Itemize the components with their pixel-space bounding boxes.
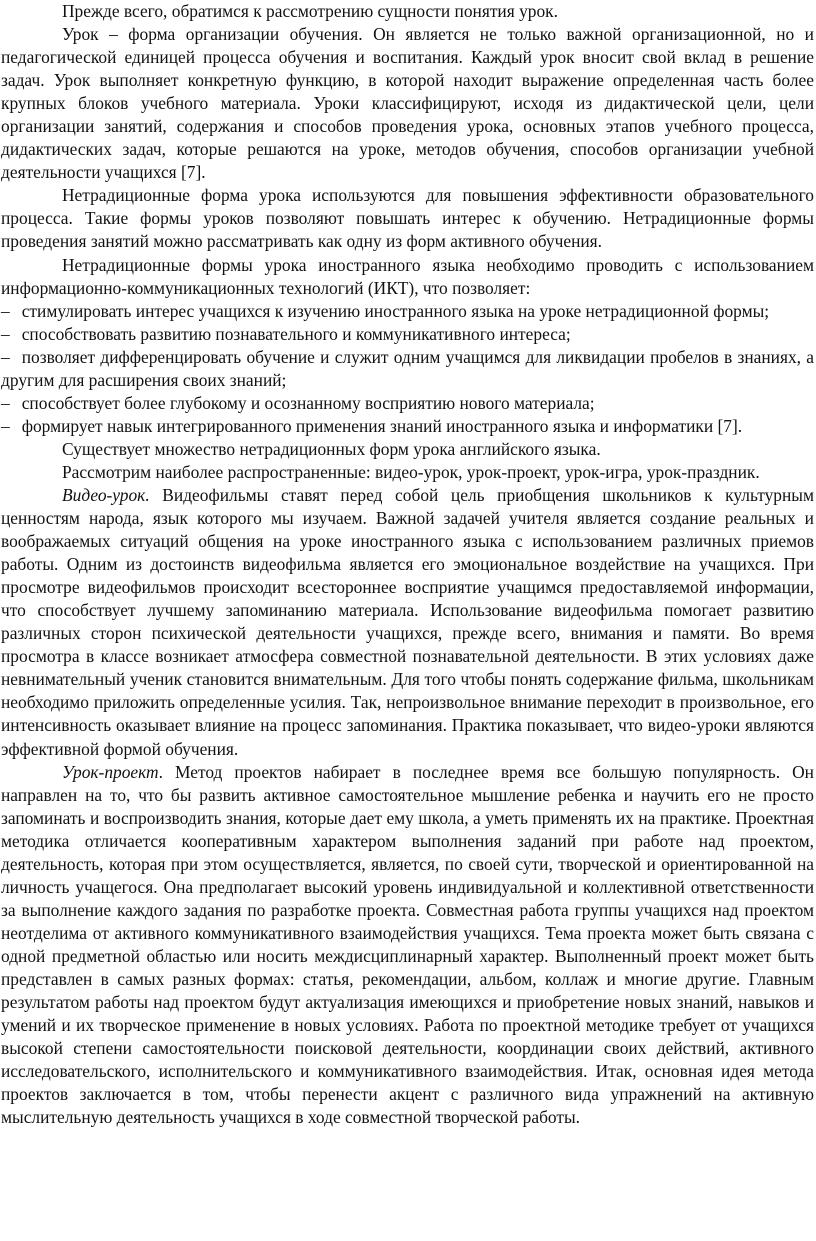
- dash-marker: –: [1, 392, 10, 413]
- paragraph-many-forms: Существует множество нетрадиционных форм урока английского языка.: [62, 438, 601, 459]
- list-item-text: способствует более глубокому и осознанному восприятию нового материала;: [21, 392, 595, 413]
- project-lesson-term: Урок-проект: [62, 761, 159, 782]
- video-lesson-text: Видеофильмы ставят перед собой цель приобщения школьников к культурным ценностям народа, язык которого мы изучаем. Важной задачей учителя является создание реальных и воображаемых ситуаций общения на уроке иностранного языка с использованием различных приемов работы. Одним из достоинств видеофильма является его эмоциональное воздействие на учащихся. При просмотре видеофильмов происходит всестороннее восприятие учащимся предоставляемой информации, что способствует лучшему запоминанию материала. Использование видеофильма помогает развитию различных сторон психической деятельности учащихся, прежде всего, внимания и памяти. Во время просмотра в классе возникает атмосфера совместной познавательной деятельности. В этих условиях даже невнимательный ученик становится внимательным. Для того чтобы понять содержание фильма, школьникам необходимо приложить определенные усилия. Так, непроизвольное внимание переходит в произвольное, его интенсивность оказывает влияние на процесс запоминания. Практика показывает, что видео-уроки являются эффективной формой обучения.: [1, 484, 814, 759]
- list-item-text: способствовать развитию познавательного и коммуникативного интереса;: [21, 323, 571, 344]
- dash-marker: –: [1, 346, 10, 367]
- list-item: [1, 392, 814, 415]
- list-item: [1, 346, 814, 392]
- list-item: [1, 415, 814, 438]
- dash-marker: –: [1, 300, 10, 321]
- list-item-text: стимулировать интерес учащихся к изучению иностранного языка на уроке нетрадиционной формы;: [21, 300, 770, 321]
- paragraph-intro: Прежде всего, обратимся к рассмотрению сущности понятия урок.: [62, 1, 558, 21]
- paragraph-nontraditional-forms: Нетрадиционные форма урока используются для повышения эффективности образовательного процесса. Такие формы уроков позволяют повышать интерес к обучению. Нетрадиционные формы проведения занятий можно рассматривать как одну из форм активного обучения.: [1, 185, 814, 252]
- paragraph-video-lesson: [1, 484, 814, 761]
- paragraph-project-lesson: [1, 761, 814, 1130]
- video-lesson-term: Видео-урок.: [62, 484, 150, 505]
- paragraph-lesson-definition: Урок – форма организации обучения. Он является не только важной организационной, но и педагогической единицей процесса обучения и воспитания. Каждый урок вносит свой вклад в решение задач. Урок выполняет конкретную функцию, в которой находит выражение определенная часть более крупных блоков учебного материала. Уроки классифицируют, исходя из дидактической цели, цели организации занятий, содержания и способов проведения урока, основных этапов учебного процесса, дидактических задач, которые решаются на уроке, методов обучения, способов организации учебной деятельности учащихся [7].: [1, 24, 814, 183]
- list-item: [1, 300, 814, 323]
- list-item: [1, 323, 814, 346]
- dash-marker: –: [1, 415, 10, 436]
- paragraph-common-forms: Рассмотрим наиболее распространенные: видео-урок, урок-проект, урок-игра, урок-праздник.: [62, 461, 760, 482]
- dash-marker: –: [1, 323, 10, 344]
- paragraph-ict-usage: Нетрадиционные формы урока иностранного языка необходимо проводить с использованием информационно-коммуникационных технологий (ИКТ), что позволяет:: [1, 254, 814, 298]
- project-lesson-text: . Метод проектов набирает в последнее время все большую популярность. Он направлен на то, что бы развить активное самостоятельное мышление ребенка и научить его не просто запоминать и воспроизводить знания, которые дает ему школа, а уметь применять их на практике. Проектная методика отличается кооперативным характером выполнения заданий при работе над проектом, деятельность, которая при этом осуществляется, является, по своей сути, творческой и ориентированной на личность учащегося. Она предполагает высокий уровень индивидуальной и коллективной ответственности за выполнение каждого задания по разработке проекта. Совместная работа группы учащихся над проектом неотделима от активного коммуникативного взаимодействия учащихся. Тема проекта может быть связана с одной предметной областью или носить междисциплинарный характер. Выполненный проект может быть представлен в самых разных формах: статья, рекомендации, альбом, коллаж и многие другие. Главным результатом работы над проектом будут актуализация имеющихся и приобретение новых знаний, навыков и умений и их творческое применение в новых условиях. Работа по проектной методике требует от учащихся высокой степени самостоятельности поисковой деятельности, координации своих действий, активного исследовательского, исполнительского и коммуникативного взаимодействия. Итак, основная идея метода проектов заключается в том, чтобы перенести акцент с различного вида упражнений на активную мыслительную деятельность учащихся в ходе совместной творческой работы.: [1, 761, 814, 1128]
- list-item-text: позволяет дифференцировать обучение и служит одним учащимся для ликвидации пробелов в знаниях, а другим для расширения своих знаний;: [1, 346, 814, 390]
- list-item-text: формирует навык интегрированного применения знаний иностранного языка и информатики [7].: [21, 415, 743, 436]
